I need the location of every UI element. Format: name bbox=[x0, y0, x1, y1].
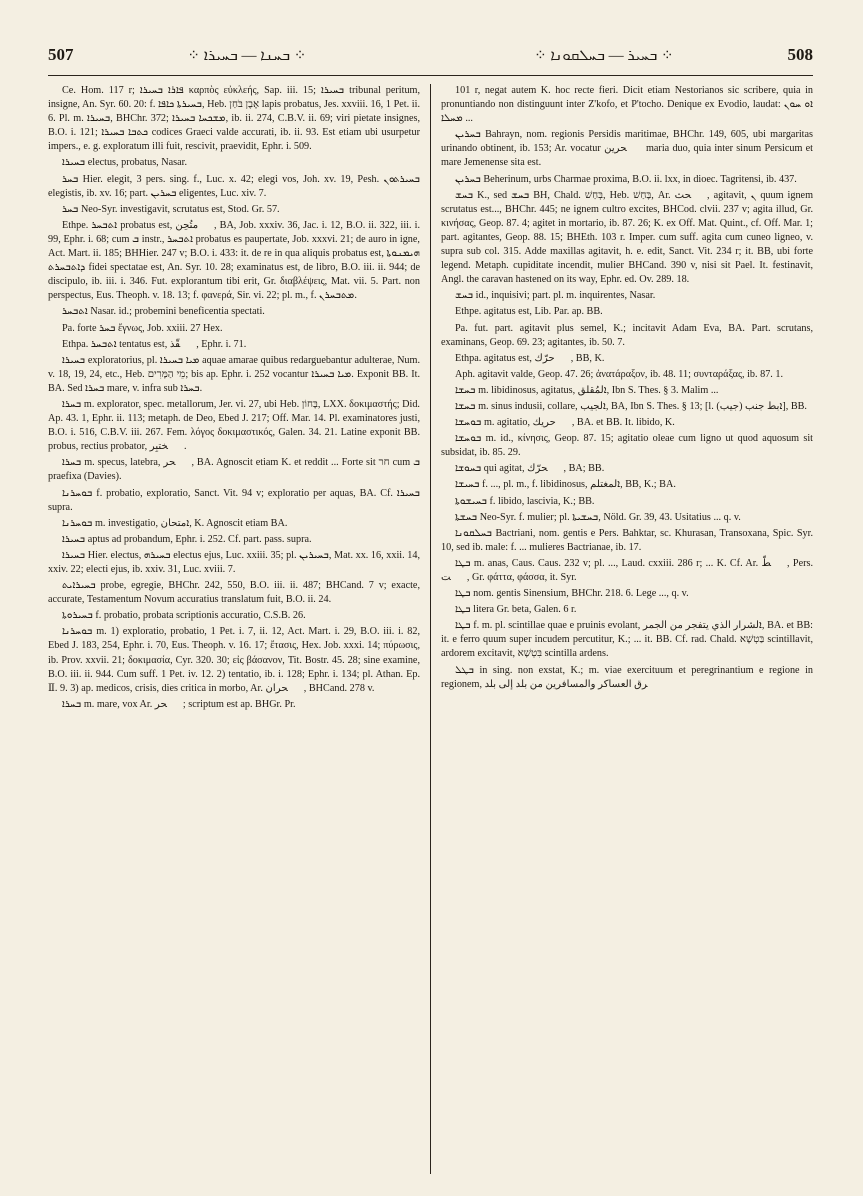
dictionary-entry: ܒܚܪܝܢ Beherinum, urbs Charmae proxima, B.O. ii. lxx, in dioec. Tagritensi, ib. 437. bbox=[455, 173, 797, 185]
column-divider bbox=[430, 84, 431, 1174]
dictionary-entry: ܒܚܝܪܐ exploratorius, pl. ܡܝܐ ܒܚܝܪܐ aquae amarae quibus redarguebantur adulterae, Num. v. 18, 19, 24, etc., Heb. מֵי הַמָּרִים; bis ap. Ephr. i. 252 vocantur ܡܝܐ ܒܚܝܪܐ. Exponit BB. It. BA. Sed ܒܚܪܐ mare, v. infra sub ܒܚܪܐ. bbox=[48, 354, 420, 394]
text-columns bbox=[48, 84, 813, 1174]
dictionary-entry: ܒܚܫܐ m. libidinosus, agitatus, ܐلمُقلق, Ibn S. Thes. § 3. Malim ... bbox=[455, 384, 719, 396]
dictionary-entry: Ethpe. agitatus est, Lib. Par. ap. BB. bbox=[455, 306, 603, 318]
dictionary-entry: ܒܚܝܫܘܬܐ f. libido, lascivia, K.; BB. bbox=[455, 495, 595, 507]
dictionary-entry: Ce. Hom. 117 r; ܦܐܪܐ ܒܚܝܪܐ καρπὸς εὐκλεής, Sap. iii. 15; ܒܚܝܪܐ tribunal peritum, insigne, An. Syr. 60. 20: f. ܒܚܝܪܬܐ ܟܐܦܐ, Heb. אֶבֶן בֹּחַן lapis probatus, Jes. xxviii. 16, 1 Pet. ii. 6. Pl. m. ܒܚܝܪܐ, BHChr. 372; ܡܫܟܚܐ ܒܚܝܪܐ, ib. ii. 274, C.B.V. ii. 69; viri pietate insignes, B.O. i. 121; ܟܬܒܐ ܒܚܝܪܐ codices Graeci valde accurati, ib. ii. 93. Est etiam ubi usurpetur impers., e. g. exploratum illi fuit, rescivit, praevidit, Ephr. i. 509. bbox=[48, 85, 421, 153]
dictionary-entry: ܒܘܚܪܢܐ m. 1) exploratio, probatio, 1 Pet. i. 7, ii. 12, Act. Mart. i. 29, B.O. iii. i. 82, Ebed J. 183, 254, Ephr. i. 70, Eus. Theoph. v. 16. 17; ἔτασις, Hex. Job. xxxi. 14; πύρωσις, ib. Prov. xxvii. 21; δοκιμασία, Cyr. 320. 30; εἰς βάσανον, Tit. Bostr. 45. 28; sine examine, B.O. iii. ii. 944. Cum suff. 1 Pet. iv. 12. 2) tentatio, ib. i. 128; Ephr. i. 134; pl. Athan. Ep. Ⅱ. 9. 3) ap. medicos, crisis, dies critica in morbo, Ar. ܒُحران, BHCand. 278 v. bbox=[48, 626, 420, 694]
dictionary-entry: Ethpe. ܐܬܒܚܪ probatus est, ܐُمتُحِن, BA, Job. xxxiv. 36, Jac. i. 12, B.O. ii. 322, iii. i. 99, Ephr. i. 68; cum ܒ instr., ܐܬܒܚܪ probatus es paupertate, Job. xxxvi. 21; de auro in igne, Act. Mart. ii. 185; BHHier. 247 v; B.O. i. 433: it. de re in qua aliquis probatus est, ܗܝܡܢܘܬܐ ܕܐܬܒܚܪܬ fidei spectatae est, An. Syr. 10. 28; examinatus est, de libro, B.O. iii. ii. 944; de discipulo, ib. iii. i. 346. Fut. explorantum tibi erit, Gr. διαβλέψεις, Mat. vii. 5. Part. non perspectus, Eus. Theoph. v. 18. 13; f. φανερά, Sir. vi. 22; pl. m., f. ܡܬܒܚܪܢ. bbox=[48, 219, 420, 302]
dictionary-entry: ܐܬܒܚܪ Nasar. id.; probemini beneficentia spectati. bbox=[62, 306, 265, 318]
dictionary-entry: ܒܘܚܪܢܐ f. probatio, exploratio, Sanct. Vit. 94 v; exploratio per aquas, BA. Cf. ܒܚܝܪܐ supra. bbox=[48, 487, 420, 513]
left-column bbox=[48, 84, 429, 1174]
dictionary-entry: ܒܚܝܪܐ electus, probatus, Nasar. bbox=[62, 157, 188, 169]
dictionary-entry: ܒܚܫ id., inquisivi; part. pl. m. inquirentes, Nasar. bbox=[455, 290, 656, 302]
dictionary-entry: ܒܚܫܬܐ Neo-Syr. f. mulier; pl. ܒܚܫܝܬܐ, Nöld. Gr. 39, 43. Usitatius ... q. v. bbox=[455, 511, 741, 523]
dictionary-entry: ܒܚܪܝܢ Bahrayn, nom. regionis Persidis maritimae, BHChr. 149, 605, ubi margaritas urinando obtinent, ib. 153; Ar. vocatur ܒَحرين maria duo, quia inter sinum Persicum et mare Jemenense sita est. bbox=[441, 129, 813, 169]
dictionary-entry: Ethpa. ܐܬܒܚܪ tentatus est, ܢُقّذ, Ephr. i. 71. bbox=[62, 338, 247, 350]
dictionary-entry: ܒܛܐ litera Gr. beta, Galen. 6 r. bbox=[455, 604, 577, 616]
dictionary-entry: Ethpa. agitatus est, ܬَحرّك, BB, K. bbox=[455, 352, 605, 364]
dictionary-entry: ܒܚܪܐ m. explorator, spec. metallorum, Jer. vi. 27, ubi Heb. בָּחוֹן, LXX. δοκιμαστής; Did. Ap. 43. 1, Ephr. ii. 113; metaph. de Deo, Ebed J. 217; Off. Mar. 14. Pl. examinatores justi, B.O. i. 516, C.B.V. iii. 267. Fem. λόγος δοκιμαστικός, Galen. 34. 21. Latine exponit BB. probus, rectius probator, ܡُختبِر. bbox=[48, 398, 420, 453]
dictionary-entry: ܒܚܪܐ m. specus, latebra, ܓُحر, BA. Agnoscit etiam K. et reddit ... Forte sit חר cum ܒ praefixa (Davies). bbox=[48, 457, 421, 483]
page-header bbox=[48, 40, 813, 70]
dictionary-entry: ܒܛܐ f. m. pl. scintillae quae e pruinis evolant, ܐلشرار الذي يتفجر من الجمر, BA. et BB: it. e ferro quum super incudem percutitur, K.; ... it. BB. Cf. rad. Chald. בַּטְשָׁא scintillavit, ardorem excitavit, בִּטְשָׁא scintilla ardens. bbox=[441, 620, 813, 660]
running-heads bbox=[74, 46, 788, 65]
right-running-head: ⁘ ܒܚܝܪ — ܒܚܠܩܘܢܐ ⁘ bbox=[534, 47, 674, 64]
dictionary-entry: Aph. agitavit valde, Geop. 47. 26; ἀνατάραξον, ib. 48. 11; συνταράξας, ib. 87. 1. bbox=[455, 368, 784, 380]
dictionary-entry: ܒܚܫ K., sed ܒܚܫ BH, Chald. בְּחַשׁ, Heb. בָּחַשׁ, Ar. ܒَحث, agitavit, ܢ quum ignem scrutatus est..., BHChr. 445; ne ignem cultro excites, BHCod. clvii. 237 v; agita illud, Gr. κινήσας, Geop. 87. 4; agitet in mortario, ib. 87. 26; K. ex Off. Mat. Quint., cf. Off. Mar. 1; part. agitantes, Geop. 88. 15; BHEth. 103 r. Imper. cum suff. agita cum cuneo ligneo, v. supra sub col. 315. Adde maxillas agitavit, h. e. edit, Sanct. Vit. 234 r; it. BB, ubi forte legend. Metaph. cupiditate incendit, mulier BHCand. 390 v, nisi sit Pael. It. festinavit, Angl. the caravan hastened on its way, Ephr. ed. Ov. 289. 18. bbox=[441, 189, 813, 286]
dictionary-entry: ܒܘܚܫܐ m. agitatio, ܬَحريك, BA. et BB. It. libido, K. bbox=[455, 417, 675, 429]
left-page-number: 507 bbox=[48, 45, 74, 64]
dictionary-entry: ܒܚܝܪܐ aptus ad probandum, Ephr. i. 252. Cf. part. pass. supra. bbox=[62, 533, 312, 545]
dictionary-entry: ܒܘܚܫܐ m. id., κίνησις, Geop. 87. 15; agitatio oleae cum ligno ut quod aquosum sit subsidat, ib. 85. 29. bbox=[441, 433, 813, 459]
dictionary-entry: ܒܘܚܪܢܐ m. investigatio, ܐمتحان, K. Agnoscit etiam BA. bbox=[62, 517, 288, 529]
dictionary-entry: ܒܚܪ Neo-Syr. investigavit, scrutatus est, Stod. Gr. 57. bbox=[62, 203, 280, 215]
right-page-number: 508 bbox=[787, 45, 813, 64]
dictionary-entry: ܒܚܘܫܐ qui agitat, ܡُحرّك, BA; BB. bbox=[455, 463, 605, 475]
dictionary-entry: ܒܚܝܪܘܬܐ f. probatio, probata scriptionis accuratio, C.S.B. 26. bbox=[62, 610, 306, 622]
dictionary-entry: ܒܚܪ Hier. elegit, 3 pers. sing. f., Luc. x. 42; elegi vos, Joh. xv. 19, Pesh. ܒܚܝܪܬܘܢ elegistis, ib. xv. 16; part. ܒܚܪܝܢ eligentes, Luc. xiv. 7. bbox=[48, 173, 420, 199]
left-running-head: ⁘ ܒܚܢܐ — ܒܚܝܪܐ ⁘ bbox=[187, 47, 307, 64]
dictionary-entry: Pa. fut. part. agitavit plus semel, K.; incitavit Adam Eva, BA. Part. scrutans, examinans, Geop. 69. 23; agitantes, ib. 50. 7. bbox=[441, 322, 813, 348]
dictionary-entry: ܒܚܠܩܘܢܐ Bactriani, nom. gentis e Pers. Bahktar, sc. Khurasan, Transoxana, Spic. Syr. 10, sed ib. male: f. ... mulieres Bactrianae, ib. 17. bbox=[441, 527, 813, 553]
dictionary-entry: ܒܚܝܪܐܝܬ probe, egregie, BHChr. 242, 550, B.O. iii. ii. 487; BHCand. 7 v; exacte, accurate, Testamentum Novum accuratius translatum fuit, B.O. ii. 24. bbox=[48, 580, 420, 606]
dictionary-entry: ܒܚܝܫܐ f. ..., pl. m., f. libidinosus, ܐلمغتلم, BB, K.; BA. bbox=[455, 479, 676, 491]
header-rule bbox=[48, 75, 813, 76]
dictionary-entry: ܒܛܐ m. anas, Caus. Caus. 232 v; pl. ..., Laud. cxxiii. 286 r; ... K. Cf. Ar. ܒَطّ, Pers. ܒَت, Gr. φάττα, φάσσα, it. Syr. bbox=[441, 557, 813, 583]
dictionary-entry: Pa. forte ܒܚܪ ἔγνως, Job. xxiii. 27 Hex. bbox=[62, 322, 223, 334]
dictionary-entry: ܒܛܠ in sing. non exstat, K.; m. viae exercituum et peregrinantium e regione in regionem, ܛُرق العساكر والمسافرين من بلد إلى بلد bbox=[441, 664, 813, 690]
dictionary-entry: 101 r, negat autem K. hoc recte fieri. Dicit etiam Nestorianos sic scribere, quia in pronuntiando non distinguunt inter Z'kofo, et P'tocho. Denique ex Evodio, laudat: ܐܘ ܚܘܢ ܡܚܠܐ ... bbox=[441, 85, 813, 125]
right-column bbox=[432, 84, 813, 1174]
dictionary-entry: ܒܚܫܐ m. sinus indusii, collare, ܐلجيب, BA, Ibn S. Thes. § 13; [l. ܐبط جنب (جيب)], BB. bbox=[455, 400, 807, 412]
dictionary-entry: ܒܚܪܐ m. mare, vox Ar. ܒَحر; scriptum est ap. BHGr. Pr. bbox=[62, 698, 296, 710]
dictionary-entry: ܒܛܐ nom. gentis Sinensium, BHChr. 218. 6. Lege ..., q. v. bbox=[455, 588, 689, 600]
dictionary-entry: ܒܚܝܪܐ Hier. electus, ܒܚܝܪܗ electus ejus, Luc. xxiii. 35; pl. ܒܚܝܪܝܢ, Mat. xx. 16, xxii. 14, xxiv. 22; electi ejus, ib. xxiv. 31, Luc. xviii. 7. bbox=[48, 549, 421, 575]
